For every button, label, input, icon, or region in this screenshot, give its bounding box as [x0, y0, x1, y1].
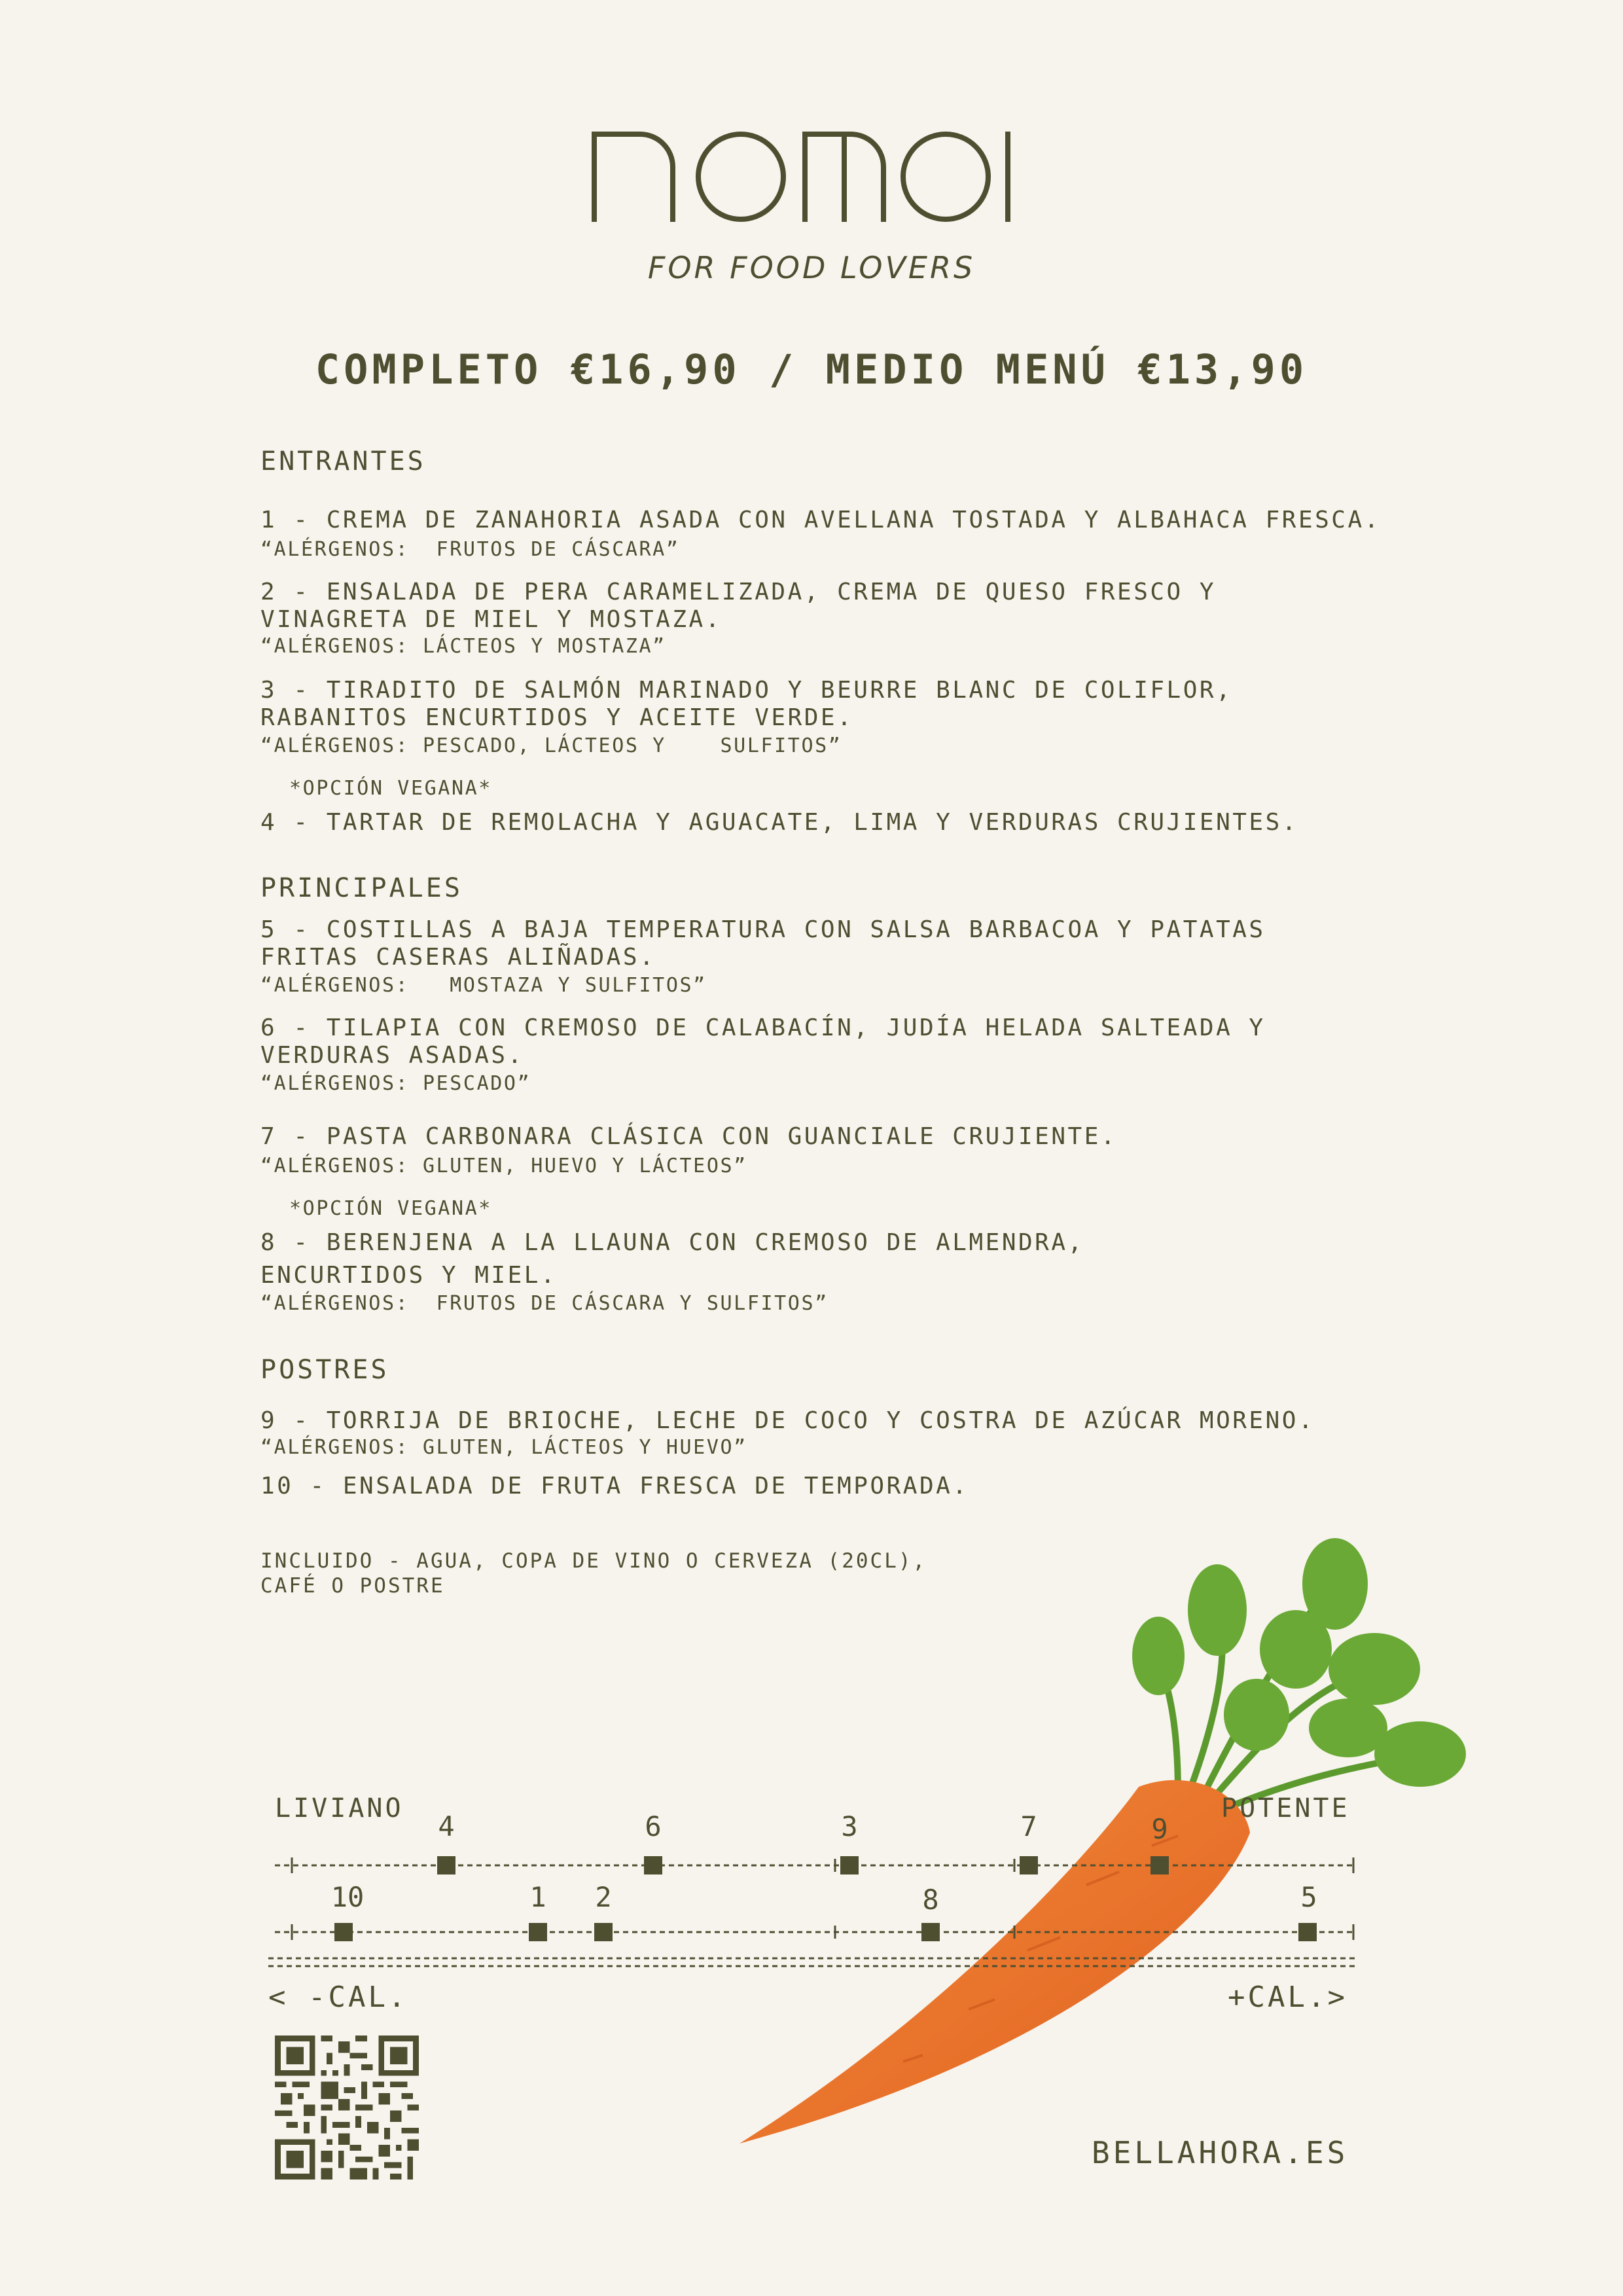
scale-marker — [644, 1856, 662, 1874]
dish-allergens: “ALÉRGENOS: PESCADO, LÁCTEOS Y SULFITOS” — [260, 734, 842, 757]
dish-text: 8 - BERENJENA A LA LLAUNA CON CREMOSO DE ALMENDRA, ENCURTIDOS Y MIEL. — [260, 1229, 1084, 1289]
scale-marker — [1150, 1856, 1169, 1874]
section-title: POSTRES — [260, 1355, 389, 1385]
scale-left-label: LIVIANO — [275, 1793, 404, 1823]
dish-allergens: “ALÉRGENOS: MOSTAZA Y SULFITOS” — [260, 974, 707, 997]
included-note: INCLUIDO - AGUA, COPA DE VINO O CERVEZA (20CL), CAFÉ O POSTRE — [260, 1549, 927, 1598]
menu-price: COMPLETO €16,90 / MEDIO MENÚ €13,90 — [315, 346, 1308, 393]
website-url[interactable]: BELLAHORA.ES — [1092, 2135, 1349, 2170]
dish-text: 3 - TIRADITO DE SALMÓN MARINADO Y BEURRE BLANC DE COLIFLOR, RABANITOS ENCURTIDOS Y ACEITE VERDE. — [260, 677, 1233, 731]
scale-marker — [1020, 1856, 1038, 1874]
qr-code[interactable] — [275, 2036, 419, 2179]
dish-text: 1 - CREMA DE ZANAHORIA ASADA CON AVELLANA TOSTADA Y ALBAHACA FRESCA. — [260, 507, 1381, 533]
brand-tagline: FOR FOOD LOVERS — [647, 250, 976, 285]
dish-text: 10 - ENSALADA DE FRUTA FRESCA DE TEMPORADA. — [260, 1473, 969, 1499]
section-title: PRINCIPALES — [260, 873, 463, 903]
scale-number: 10 — [330, 1881, 365, 1913]
scale-number: 7 — [1020, 1810, 1037, 1842]
dish-allergens: “ALÉRGENOS: FRUTOS DE CÁSCARA Y SULFITOS” — [260, 1292, 829, 1315]
scale-number: 6 — [645, 1810, 662, 1842]
section-title: ENTRANTES — [260, 446, 426, 476]
scale-marker — [334, 1923, 353, 1941]
vegan-tag: *OPCIÓN VEGANA* — [289, 777, 492, 800]
dish-allergens: “ALÉRGENOS: GLUTEN, HUEVO Y LÁCTEOS” — [260, 1155, 747, 1177]
scale-number: 5 — [1300, 1881, 1317, 1913]
scale-number: 4 — [438, 1810, 455, 1842]
scale-right-label: POTENTE — [1221, 1793, 1350, 1823]
scale-number: 1 — [529, 1881, 546, 1913]
more-calories-label: +CAL.> — [1228, 1981, 1347, 2014]
scale-marker — [529, 1923, 547, 1941]
dish-text: 9 - TORRIJA DE BRIOCHE, LECHE DE COCO Y COSTRA DE AZÚCAR MORENO. — [260, 1407, 1315, 1434]
scale-number: 8 — [922, 1884, 939, 1916]
brand-logo — [589, 128, 1034, 226]
scale-number: 3 — [841, 1810, 858, 1842]
dish-text: 6 - TILAPIA CON CREMOSO DE CALABACÍN, JUDÍA HELADA SALTEADA Y VERDURAS ASADAS. — [260, 1014, 1266, 1069]
scale-marker — [1298, 1923, 1317, 1941]
dish-allergens: “ALÉRGENOS: PESCADO” — [260, 1072, 531, 1095]
less-calories-label: < -CAL. — [268, 1981, 408, 2014]
scale-marker — [437, 1856, 455, 1874]
dish-allergens: “ALÉRGENOS: LÁCTEOS Y MOSTAZA” — [260, 635, 666, 658]
dish-allergens: “ALÉRGENOS: GLUTEN, LÁCTEOS Y HUEVO” — [260, 1436, 747, 1459]
dish-text: 5 - COSTILLAS A BAJA TEMPERATURA CON SALSA BARBACOA Y PATATAS FRITAS CASERAS ALIÑADAS. — [260, 916, 1266, 971]
scale-number: 9 — [1151, 1813, 1168, 1845]
dish-text: 7 - PASTA CARBONARA CLÁSICA CON GUANCIALE CRUJIENTE. — [260, 1123, 1118, 1150]
scale-number: 2 — [595, 1881, 612, 1913]
calorie-scale — [0, 1833, 1623, 1990]
dish-text: 2 - ENSALADA DE PERA CARAMELIZADA, CREMA DE QUESO FRESCO Y VINAGRETA DE MIEL Y MOSTAZA. — [260, 579, 1217, 633]
dish-text: 4 - TARTAR DE REMOLACHA Y AGUACATE, LIMA Y VERDURAS CRUJIENTES. — [260, 809, 1298, 836]
scale-marker — [921, 1923, 940, 1941]
dish-allergens: “ALÉRGENOS: FRUTOS DE CÁSCARA” — [260, 538, 680, 561]
scale-marker — [840, 1856, 859, 1874]
scale-marker — [594, 1923, 613, 1941]
vegan-tag: *OPCIÓN VEGANA* — [289, 1197, 492, 1220]
